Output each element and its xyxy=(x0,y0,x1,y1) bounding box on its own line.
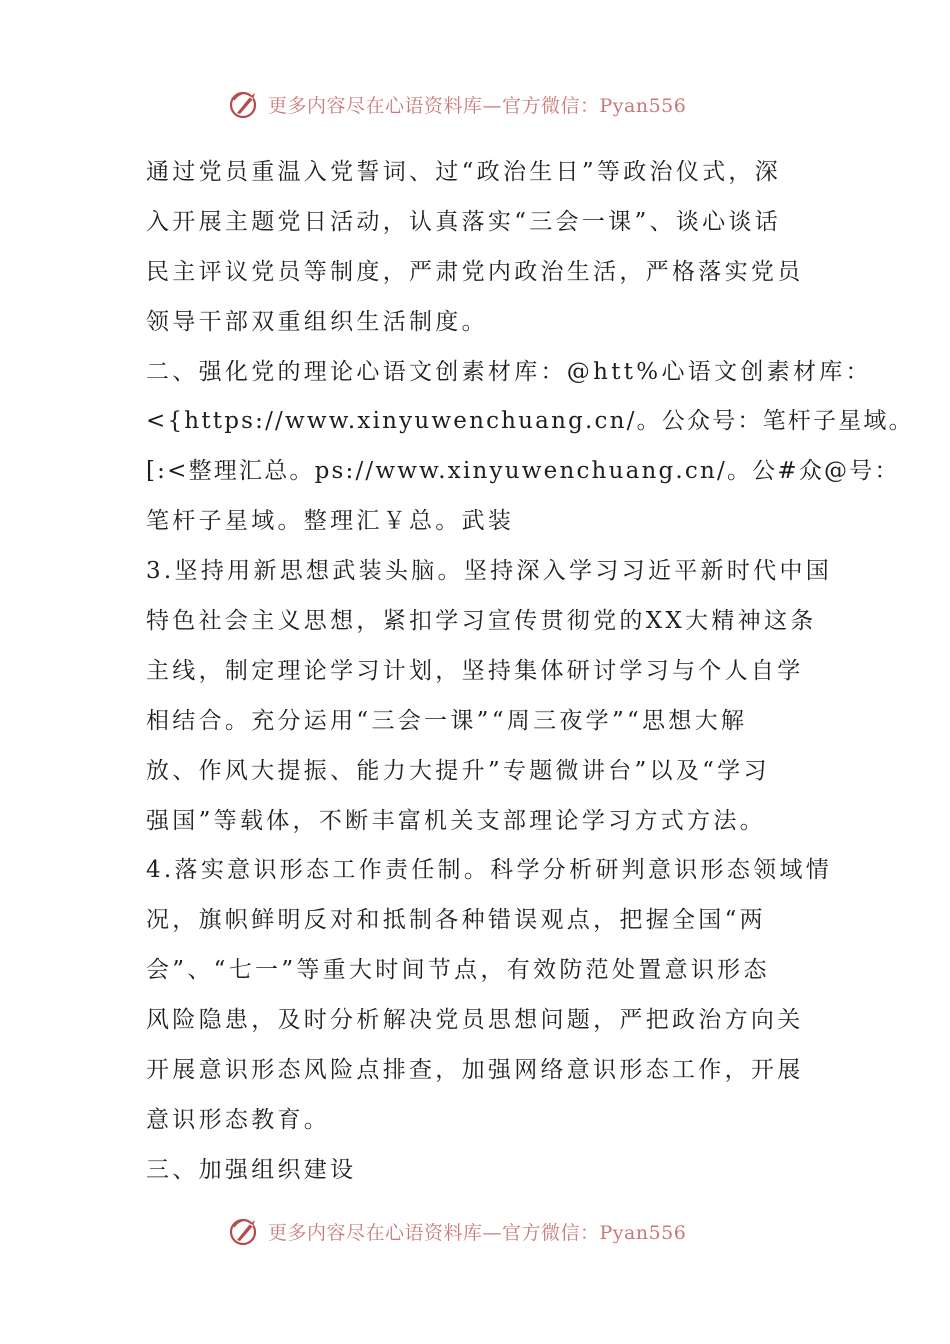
document-body xyxy=(146,148,914,1196)
body-line: <{https://www.xinyuwenchuang.cn/。公众号：笔杆子星域。 xyxy=(146,408,914,435)
body-line: 特色社会主义思想，紧扣学习宣传贯彻党的XX大精神这条 xyxy=(146,608,817,635)
watermark-text: 更多内容尽在心语资料库—官方微信：Pyan556 xyxy=(268,1221,687,1244)
list-item-heading: 3.坚持用新思想武装头脑。坚持深入学习习近平新时代中国 xyxy=(146,558,833,585)
section-heading: 三、加强组织建设 xyxy=(146,1156,357,1183)
body-line: 会”、“七一”等重大时间节点，有效防范处置意识形态 xyxy=(146,957,770,984)
body-line: 意识形态教育。 xyxy=(146,1106,331,1133)
body-line: 放、作风大提振、能力大提升”专题微讲台”以及“学习 xyxy=(146,757,770,784)
body-line: 相结合。充分运用“三会一课”“周三夜学”“思想大解 xyxy=(146,707,748,734)
body-line: 领导干部双重组织生活制度。 xyxy=(146,308,488,335)
list-item-heading: 4.落实意识形态工作责任制。科学分析研判意识形态领域情 xyxy=(146,857,833,884)
footer-watermark xyxy=(228,1211,686,1251)
body-line: 主线，制定理论学习计划，坚持集体研讨学习与个人自学 xyxy=(146,657,804,684)
pen-nib-logo-icon xyxy=(228,1213,264,1249)
body-line: 强国”等载体，不断丰富机关支部理论学习方式方法。 xyxy=(146,807,766,834)
body-line: 笔杆子星域。整理汇￥总。武装 xyxy=(146,508,515,535)
pen-nib-logo-icon xyxy=(228,86,264,122)
header-watermark xyxy=(228,84,686,124)
watermark-text: 更多内容尽在心语资料库—官方微信：Pyan556 xyxy=(268,94,687,117)
body-line: 入开展主题党日活动，认真落实“三会一课”、谈心谈话 xyxy=(146,208,782,235)
body-line: 民主评议党员等制度，严肃党内政治生活，严格落实党员 xyxy=(146,258,804,285)
section-heading: 二、强化党的理论心语文创素材库：@htt%心语文创素材库： xyxy=(146,358,872,385)
body-line: 通过党员重温入党誓词、过“政治生日”等政治仪式，深 xyxy=(146,159,782,185)
body-line: 开展意识形态风险点排查，加强网络意识形态工作，开展 xyxy=(146,1057,804,1084)
body-line: 况，旗帜鲜明反对和抵制各种错误观点，把握全国“两 xyxy=(146,907,766,934)
body-line: [:<整理汇总。ps://www.xinyuwenchuang.cn/。公#众@号： xyxy=(146,458,900,485)
body-line: 风险隐患，及时分析解决党员思想问题，严把政治方向关 xyxy=(146,1007,804,1034)
